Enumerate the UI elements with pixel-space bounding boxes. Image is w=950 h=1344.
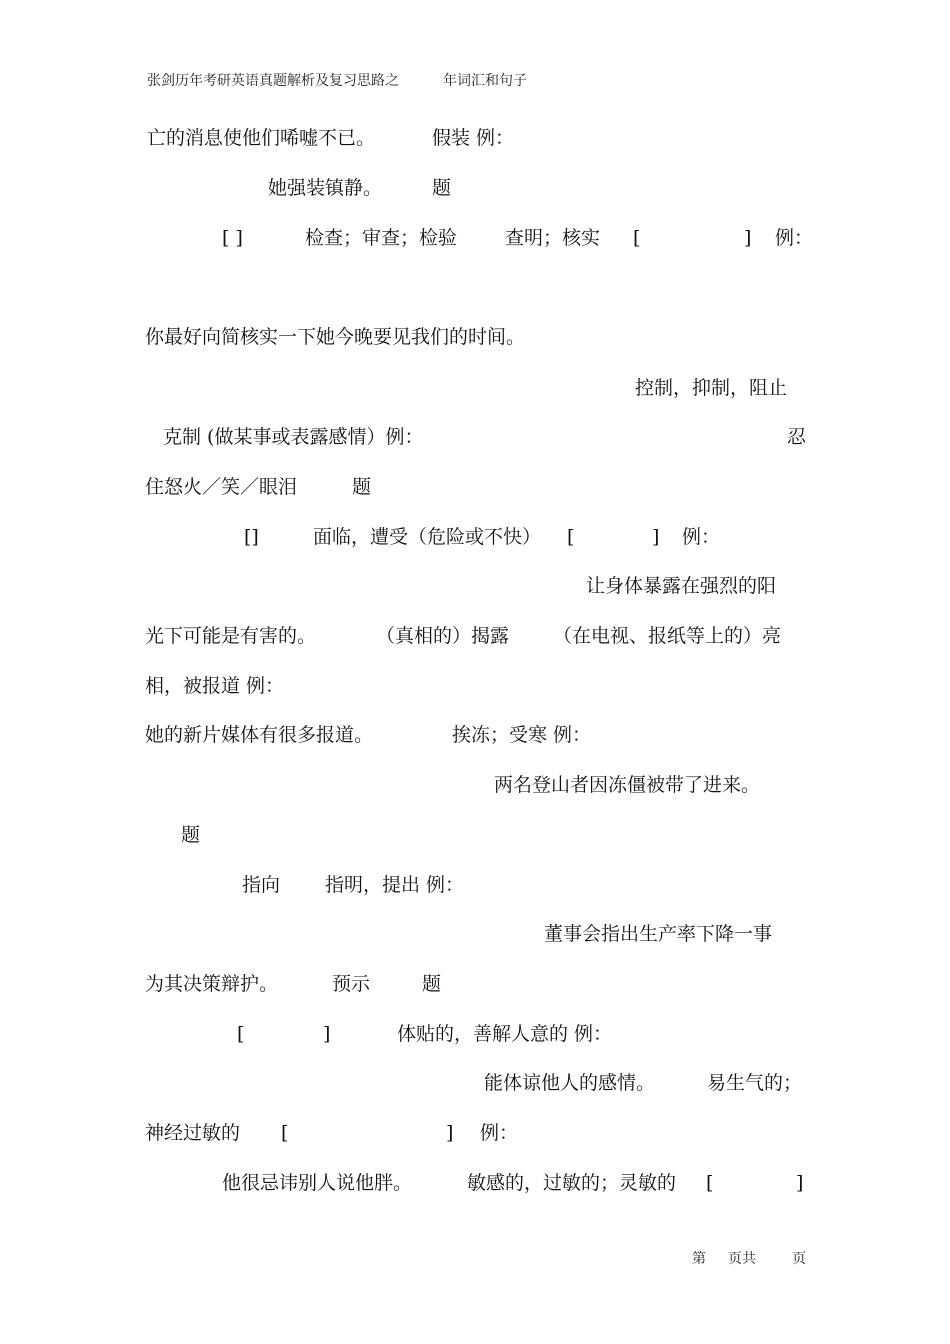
text-line: 住怒火／笑／眼泪 [145, 476, 298, 498]
text-line: 例： [480, 1122, 519, 1144]
bracket: ] [446, 1122, 454, 1144]
page-number-label: 第 [692, 1251, 706, 1267]
text-line: 指明，提出 例： [325, 874, 465, 896]
bracket: [ [237, 1023, 245, 1045]
text-line: 控制，抑制，阻止 [635, 377, 788, 399]
text-line: 例： [682, 526, 721, 548]
text-line: 易生气的； [707, 1072, 803, 1094]
text-line: 题 [181, 824, 201, 846]
text-line: 忍 [787, 426, 807, 448]
text-line: 预示 [332, 973, 371, 995]
text-line: 董事会指出生产率下降一事 [544, 923, 773, 945]
bracket: [ [281, 1122, 289, 1144]
text-line: 她的新片媒体有很多报道。 [145, 724, 374, 746]
text-line: 相，被报道 例： [145, 675, 285, 697]
text-line: （在电视、报纸等上的）亮 [553, 625, 782, 647]
bracket: ] [796, 1172, 804, 1194]
text-line: 你最好向简核实一下她今晚要见我们的时间。 [145, 326, 526, 348]
text-line: 挨冻；受寒 例： [452, 724, 592, 746]
text-line: 题 [352, 476, 372, 498]
text-line: 亡的消息使他们唏嘘不已。 [147, 127, 376, 149]
text-line: 体贴的，善解人意的 例： [397, 1023, 613, 1045]
bracket: ] [652, 526, 660, 548]
bracket: [] [244, 526, 259, 548]
text-line: 题 [432, 177, 452, 199]
text-line: 他很忌讳别人说他胖。 [222, 1172, 413, 1194]
bracket: [ [706, 1172, 714, 1194]
text-line: 能体谅他人的感情。 [484, 1072, 656, 1094]
text-line: 检查；审查；检验 [305, 227, 458, 249]
page-number-of: 页共 [728, 1251, 756, 1267]
header-title-suffix: 年词汇和句子 [443, 73, 527, 89]
text-line: 面临，遭受（危险或不快） [313, 526, 542, 548]
text-line: 光下可能是有害的。 [145, 625, 317, 647]
bracket: [ [633, 227, 641, 249]
text-line: （真相的）揭露 [376, 625, 510, 647]
text-line: 为其决策辩护。 [145, 973, 279, 995]
text-line: 神经过敏的 [145, 1122, 241, 1144]
header-title: 张剑历年考研英语真题解析及复习思路之 [147, 73, 399, 89]
bracket: [ ] [222, 227, 243, 249]
text-line: 题 [422, 973, 442, 995]
text-line: 查明；核实 [505, 227, 601, 249]
text-line: 克制 (做某事或表露感情）例： [163, 426, 424, 448]
text-line: 让身体暴露在强烈的阳 [586, 575, 777, 597]
text-line: 例： [775, 227, 814, 249]
bracket: ] [744, 227, 752, 249]
bracket: [ [567, 526, 575, 548]
page-number-end: 页 [792, 1251, 806, 1267]
text-line: 两名登山者因冻僵被带了进来。 [494, 774, 761, 796]
text-line: 敏感的，过敏的；灵敏的 [467, 1172, 677, 1194]
text-line: 假装 例： [432, 127, 515, 149]
text-line: 指向 [242, 874, 281, 896]
text-line: 她强装镇静。 [268, 177, 383, 199]
bracket: ] [323, 1023, 331, 1045]
